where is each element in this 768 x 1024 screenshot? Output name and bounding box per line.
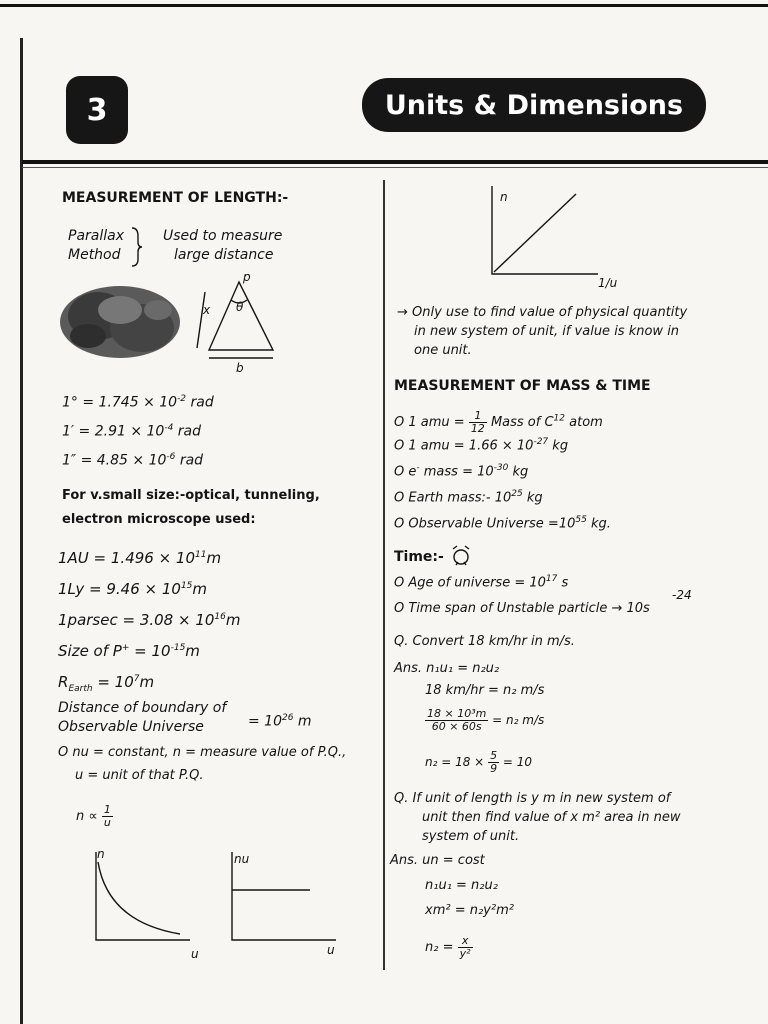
amu-value: O 1 amu = $1.66 \times 10^{-27}$ kg: [394, 437, 569, 454]
triangle-b-label: b: [236, 361, 244, 375]
au-value: $1AU = 1.496 \times 10^{11}m$: [58, 549, 222, 567]
parallax-note-2: large distance: [174, 247, 274, 263]
header-divider: [22, 160, 768, 164]
boundary-line-1: Distance of boundary of: [58, 700, 227, 716]
alarm-clock-icon: [450, 544, 472, 566]
graph2-x-label: u: [327, 943, 335, 957]
answer-1-fraction: $\frac{\text{18 × 10³m}}{60 \times 60s}$ = n₂ m/s: [427, 707, 545, 733]
boundary-line-2: Observable Universe: [58, 719, 204, 735]
nu-constant-line-1: O nu = constant, n = measure value of P.Q.,: [58, 745, 347, 760]
note-line-1: → Only use to find value of physical quantity: [397, 305, 688, 320]
amu-definition: O 1 amu = $\frac{1}{12}$ Mass of $C^{12}$ atom: [394, 409, 603, 435]
answer-2-result: n₂ = $\frac{x}{\text{y²}}$: [425, 934, 471, 960]
answer-2-line-3: xm² = n₂y²m²: [425, 903, 514, 918]
answer-2-line-1: Ans. un = cost: [390, 853, 485, 868]
answer-1-result: n₂ = 18 × $\frac{5}{9}$ = 10: [425, 749, 533, 775]
top-border: [0, 4, 768, 7]
earth-radius-value: $R_{Earth} = 10^7m$: [58, 673, 155, 694]
chapter-number-badge: [66, 76, 128, 144]
unstable-particle-exponent: -24: [672, 588, 692, 602]
nu-constant-line-2: u = unit of that P.Q.: [75, 768, 204, 783]
earth-mass: O Earth mass:- $10^{25}$ kg: [394, 489, 543, 506]
small-size-line-1: For v.small size:-optical, tunneling,: [62, 488, 320, 503]
heading-mass-and-time: MEASUREMENT OF MASS & TIME: [394, 378, 651, 394]
column-divider: [383, 180, 385, 970]
proton-size-value: Size of $P^+ = 10^{-15}m$: [58, 642, 200, 660]
graph1-y-label: n: [97, 847, 105, 861]
chapter-title-banner: [362, 78, 706, 132]
chapter-number: 3: [86, 92, 108, 128]
note-line-2: in new system of unit, if value is know in: [414, 324, 680, 339]
second-to-rad: $1'' = 4.85 \times 10^{-6}$ rad: [62, 452, 204, 469]
graph1-x-label: u: [191, 947, 199, 961]
electron-mass: O e- mass = $10^{-30}$ kg: [394, 463, 529, 480]
triangle-x-label: x: [203, 303, 211, 317]
light-year-value: $1Ly = 9.46 \times 10^{15}m$: [58, 580, 208, 598]
graph2-y-label: nu: [234, 852, 250, 866]
question-2-line-2: unit then find value of x m² area in new: [422, 810, 681, 825]
parallax-triangle-diagram: [195, 272, 285, 372]
heading-measurement-of-length: MEASUREMENT OF LENGTH:-: [62, 190, 289, 206]
graph-n-vs-u: [90, 852, 200, 952]
graph3-y-label: n: [500, 190, 508, 204]
star-cluster-image: [58, 280, 188, 364]
triangle-p-label: p: [243, 270, 251, 284]
degree-to-rad: $1^\circ = 1.745 \times 10^{-2}$ rad: [62, 394, 214, 411]
question-1: Q. Convert 18 km/hr in m/s.: [394, 634, 575, 649]
graph3-x-label: 1/u: [598, 276, 618, 290]
parallax-note-1: Used to measure: [163, 228, 283, 244]
age-of-universe: O Age of universe = $10^{17}$ s: [394, 574, 569, 591]
n-proportional-1-over-u: n ∝ $\frac{1}{u}$: [76, 803, 111, 829]
minute-to-rad: $1' = 2.91 \times 10^{-4}$ rad: [62, 423, 201, 440]
header-divider-thin: [22, 167, 768, 168]
boundary-value: = $10^{26}$ m: [248, 713, 312, 730]
small-size-line-2: electron microscope used:: [62, 512, 256, 527]
note-line-3: one unit.: [414, 343, 472, 358]
triangle-theta-label: θ: [236, 300, 244, 314]
parallax-label-2: Method: [68, 247, 121, 263]
curly-brace: [130, 226, 144, 268]
unstable-particle-span: O Time span of Unstable particle → 10s: [394, 601, 650, 616]
graph-nu-vs-u: [226, 852, 346, 952]
left-margin-rule: [20, 38, 23, 1024]
parallax-label-1: Parallax: [68, 228, 124, 244]
question-2-line-1: Q. If unit of length is y m in new system of: [394, 791, 671, 806]
chapter-title: Units & Dimensions: [384, 89, 684, 121]
parsec-value: $1parsec = 3.08 \times 10^{16}m$: [58, 611, 241, 629]
answer-1-line-2: 18 km/hr = n₂ m/s: [425, 683, 545, 698]
answer-2-line-2: n₁u₁ = n₂u₂: [425, 878, 498, 893]
answer-1-line-1: Ans. n₁u₁ = n₂u₂: [394, 661, 500, 676]
universe-mass: O Observable Universe $=10^{55}$ kg.: [394, 515, 611, 532]
time-heading: Time:-: [394, 549, 444, 565]
question-2-line-3: system of unit.: [422, 829, 520, 844]
